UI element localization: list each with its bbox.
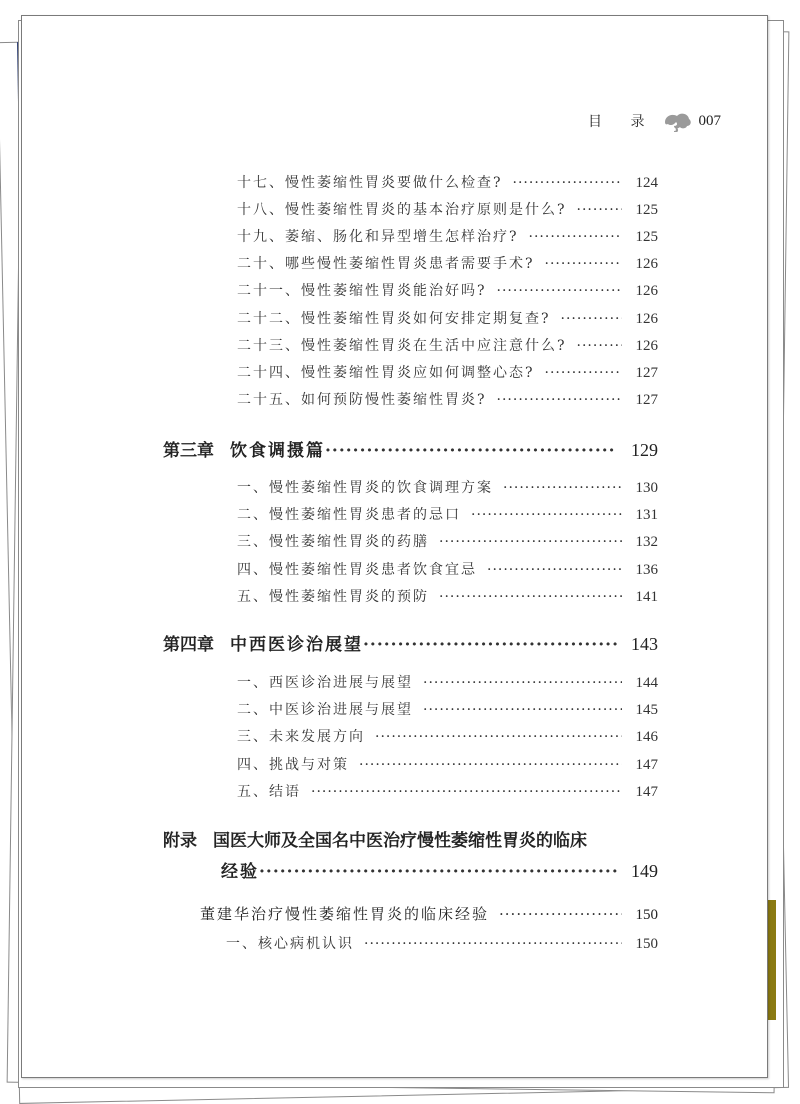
entry-page: 127 — [635, 364, 658, 381]
entry-page: 146 — [635, 729, 658, 746]
entry-page: 143 — [631, 634, 658, 654]
entry-title: 二、中医诊治进展与展望 — [237, 702, 413, 719]
dot-leader — [359, 757, 622, 773]
chapter-number: 附录 — [163, 831, 197, 851]
entry-page: 126 — [635, 310, 658, 327]
toc-entry[interactable] — [237, 362, 658, 382]
toc-entry[interactable] — [237, 199, 658, 219]
entry-title: 一、西医诊治进展与展望 — [237, 675, 413, 691]
entry-title: 三、未来发展方向 — [237, 729, 365, 746]
dot-leader — [439, 534, 622, 550]
entry-page: 126 — [635, 337, 658, 354]
dot-leader — [259, 862, 617, 882]
toc-entry[interactable] — [237, 672, 658, 692]
appendix-title[interactable] — [163, 826, 587, 851]
entry-page: 149 — [631, 861, 658, 881]
chapter-entry[interactable] — [163, 436, 658, 461]
entry-page: 126 — [635, 256, 658, 273]
dot-leader — [439, 589, 622, 605]
chapter-number: 第三章 — [163, 441, 214, 461]
toc-entry[interactable] — [237, 586, 658, 606]
header-page-number: 007 — [698, 112, 721, 129]
entry-page: 150 — [635, 936, 658, 952]
entry-title: 二十五、如何预防慢性萎缩性胃炎? — [237, 391, 487, 408]
dot-leader — [487, 562, 622, 578]
entry-page: 132 — [635, 534, 658, 551]
toc-entry[interactable] — [237, 226, 658, 246]
entry-title: 四、挑战与对策 — [237, 756, 349, 773]
entry-page: 141 — [635, 588, 658, 605]
dot-leader — [499, 905, 621, 923]
toc-entry[interactable] — [237, 253, 658, 273]
toc-entry[interactable] — [237, 726, 658, 746]
dot-leader — [561, 311, 622, 327]
entry-title: 二十三、慢性萎缩性胃炎在生活中应注意什么? — [237, 337, 567, 354]
entry-title: 二十四、慢性萎缩性胃炎应如何调整心态? — [237, 364, 535, 381]
subsection-entry[interactable] — [200, 903, 658, 924]
dot-leader — [545, 256, 622, 272]
entry-title: 五、慢性萎缩性胃炎的预防 — [237, 588, 429, 605]
entry-title: 二十、哪些慢性萎缩性胃炎患者需要手术? — [237, 256, 535, 273]
dot-leader — [364, 936, 622, 952]
toc-entry[interactable] — [237, 754, 658, 774]
entry-title: 二十一、慢性萎缩性胃炎能治好吗? — [237, 283, 487, 300]
entry-title: 二、慢性萎缩性胃炎患者的忌口 — [237, 507, 461, 524]
entry-title: 一、核心病机认识 — [226, 936, 354, 952]
dot-leader — [577, 338, 622, 354]
dot-leader — [311, 784, 622, 800]
entry-page: 150 — [635, 907, 658, 923]
toc-entry[interactable] — [237, 280, 658, 300]
entry-page: 125 — [635, 229, 658, 246]
entry-page: 124 — [635, 175, 658, 191]
entry-page: 125 — [635, 202, 658, 219]
cloud-ornament-icon — [662, 110, 692, 132]
header-title: 目 录 — [588, 114, 657, 130]
entry-title: 三、慢性萎缩性胃炎的药膳 — [237, 534, 429, 551]
running-header — [588, 110, 721, 132]
entry-title: 五、结语 — [237, 783, 301, 800]
toc-entry[interactable] — [237, 389, 658, 409]
chapter-entry[interactable] — [163, 630, 658, 655]
dot-leader — [375, 729, 622, 745]
dot-leader — [503, 480, 622, 496]
entry-page: 131 — [635, 507, 658, 524]
toc-entry[interactable] — [237, 172, 658, 192]
entry-page: 127 — [635, 391, 658, 408]
entry-title: 经验 — [221, 862, 259, 882]
chapter-number: 第四章 — [163, 635, 214, 655]
entry-page: 147 — [635, 783, 658, 800]
toc-entry[interactable] — [226, 933, 658, 953]
dot-leader — [545, 365, 622, 381]
dot-leader — [577, 202, 622, 218]
toc-entry[interactable] — [237, 477, 658, 497]
entry-title: 中西医诊治展望 — [230, 635, 363, 655]
appendix-entry[interactable] — [221, 857, 658, 882]
dot-leader — [423, 675, 622, 691]
dot-leader — [363, 635, 617, 655]
entry-title: 国医大师及全国名中医治疗慢性萎缩性胃炎的临床 — [213, 831, 587, 851]
entry-title: 董建华治疗慢性萎缩性胃炎的临床经验 — [200, 905, 490, 923]
entry-page: 136 — [635, 561, 658, 578]
entry-title: 四、慢性萎缩性胃炎患者饮食宜忌 — [237, 561, 477, 578]
toc-entry[interactable] — [237, 504, 658, 524]
entry-page: 129 — [631, 440, 658, 460]
entry-title: 十八、慢性萎缩性胃炎的基本治疗原则是什么? — [237, 202, 567, 219]
toc-entry[interactable] — [237, 531, 658, 551]
entry-title: 十九、萎缩、肠化和异型增生怎样治疗? — [237, 229, 519, 246]
dot-leader — [423, 702, 622, 718]
dot-leader — [325, 441, 617, 461]
entry-page: 145 — [635, 702, 658, 719]
dot-leader — [529, 229, 622, 245]
dot-leader — [513, 175, 622, 191]
toc-entry[interactable] — [237, 308, 658, 328]
dot-leader — [471, 507, 622, 523]
entry-page: 144 — [635, 675, 658, 691]
entry-title: 二十二、慢性萎缩性胃炎如何安排定期复查? — [237, 310, 551, 327]
entry-page: 147 — [635, 756, 658, 773]
entry-title: 十七、慢性萎缩性胃炎要做什么检查? — [237, 175, 503, 191]
toc-entry[interactable] — [237, 559, 658, 579]
toc-entry[interactable] — [237, 335, 658, 355]
toc-entry[interactable] — [237, 699, 658, 719]
entry-title: 一、慢性萎缩性胃炎的饮食调理方案 — [237, 480, 493, 496]
dot-leader — [497, 392, 622, 408]
entry-page: 130 — [635, 480, 658, 496]
entry-page: 126 — [635, 283, 658, 300]
toc-entry[interactable] — [237, 781, 658, 801]
entry-title: 饮食调摄篇 — [230, 441, 325, 461]
dot-leader — [497, 283, 622, 299]
